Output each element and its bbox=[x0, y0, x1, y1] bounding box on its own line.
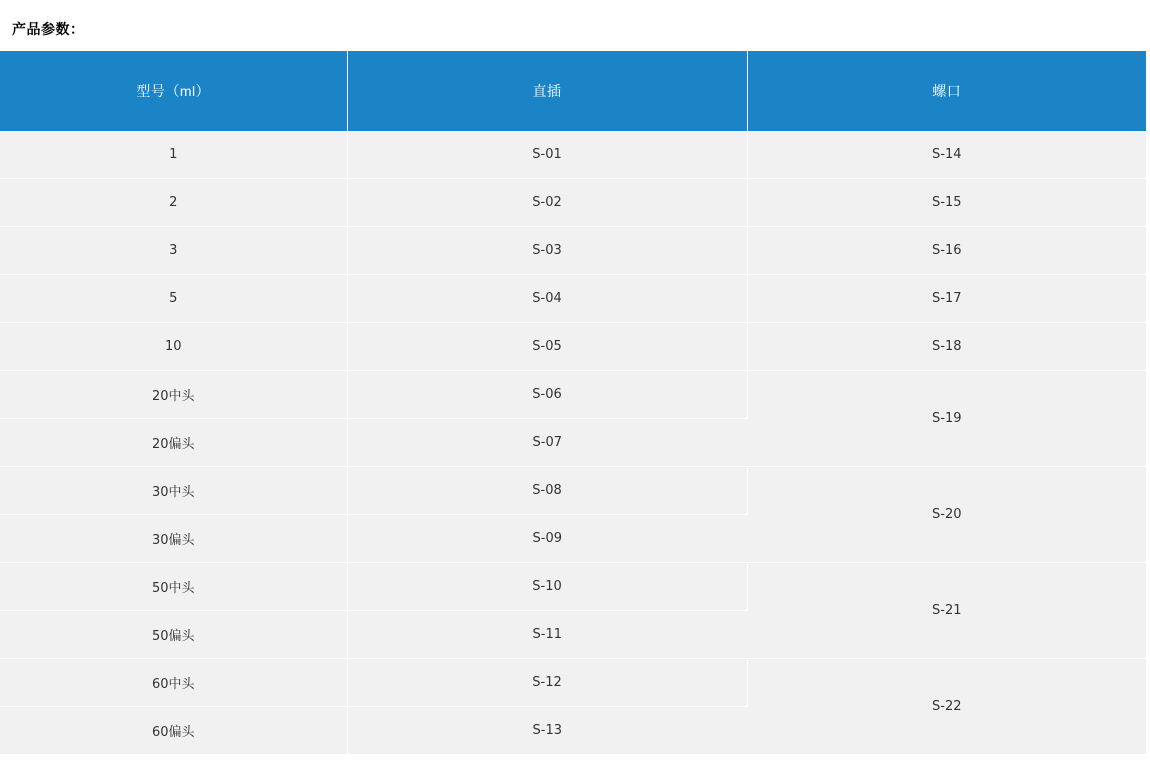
column-header-screw: 螺口 bbox=[747, 51, 1146, 131]
cell-screw: S-19 bbox=[747, 371, 1146, 467]
cell-straight: S-08 bbox=[347, 467, 747, 515]
cell-straight: S-07 bbox=[347, 419, 747, 467]
table-row bbox=[0, 371, 1146, 419]
cell-straight: S-03 bbox=[347, 227, 747, 275]
cell-screw: S-17 bbox=[747, 275, 1146, 323]
table-row bbox=[0, 467, 1146, 515]
cell-straight: S-06 bbox=[347, 371, 747, 419]
cell-model: 1 bbox=[0, 131, 347, 179]
cell-straight: S-04 bbox=[347, 275, 747, 323]
table-row bbox=[0, 563, 1146, 611]
cell-model: 10 bbox=[0, 323, 347, 371]
table-row bbox=[0, 659, 1146, 707]
table-header-row bbox=[0, 51, 1146, 131]
product-spec-table bbox=[0, 51, 1146, 755]
cell-screw: S-15 bbox=[747, 179, 1146, 227]
cell-model: 50偏头 bbox=[0, 611, 347, 659]
table-row bbox=[0, 275, 1146, 323]
table-row bbox=[0, 179, 1146, 227]
table-row bbox=[0, 227, 1146, 275]
cell-model: 60中头 bbox=[0, 659, 347, 707]
cell-model: 20中头 bbox=[0, 371, 347, 419]
cell-screw: S-18 bbox=[747, 323, 1146, 371]
cell-straight: S-12 bbox=[347, 659, 747, 707]
cell-straight: S-13 bbox=[347, 707, 747, 755]
table-row bbox=[0, 323, 1146, 371]
cell-straight: S-02 bbox=[347, 179, 747, 227]
cell-straight: S-10 bbox=[347, 563, 747, 611]
cell-screw: S-22 bbox=[747, 659, 1146, 755]
cell-model: 3 bbox=[0, 227, 347, 275]
column-header-model: 型号（ml） bbox=[0, 51, 347, 131]
cell-model: 50中头 bbox=[0, 563, 347, 611]
cell-straight: S-11 bbox=[347, 611, 747, 659]
cell-model: 2 bbox=[0, 179, 347, 227]
table-head bbox=[0, 51, 1146, 131]
cell-model: 30中头 bbox=[0, 467, 347, 515]
cell-screw: S-14 bbox=[747, 131, 1146, 179]
cell-model: 30偏头 bbox=[0, 515, 347, 563]
table-row bbox=[0, 131, 1146, 179]
cell-model: 60偏头 bbox=[0, 707, 347, 755]
cell-screw: S-20 bbox=[747, 467, 1146, 563]
page-title: 产品参数： bbox=[12, 21, 85, 37]
cell-model: 5 bbox=[0, 275, 347, 323]
cell-screw: S-21 bbox=[747, 563, 1146, 659]
cell-straight: S-05 bbox=[347, 323, 747, 371]
table-body bbox=[0, 131, 1146, 754]
cell-screw: S-16 bbox=[747, 227, 1146, 275]
cell-straight: S-01 bbox=[347, 131, 747, 179]
column-header-straight: 直插 bbox=[347, 51, 747, 131]
cell-model: 20偏头 bbox=[0, 419, 347, 467]
cell-straight: S-09 bbox=[347, 515, 747, 563]
